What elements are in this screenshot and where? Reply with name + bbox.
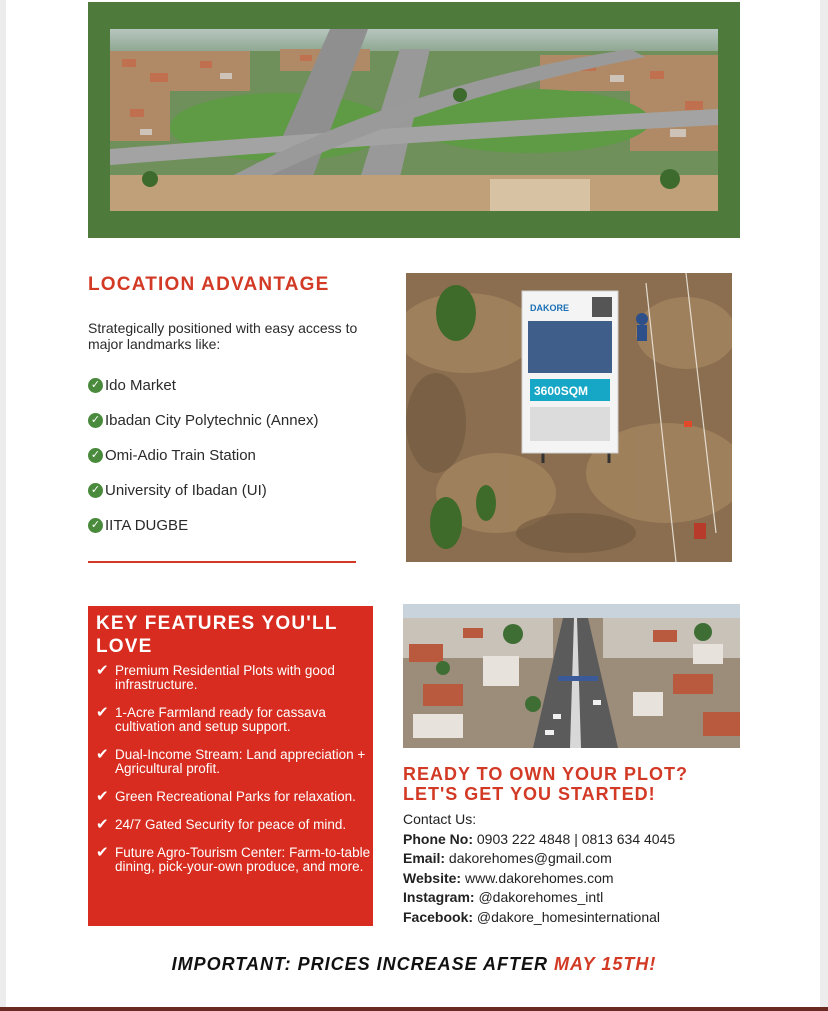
feature-text: 1-Acre Farmland ready for cassava cultivation and setup support. bbox=[115, 705, 326, 734]
feature-item bbox=[96, 664, 373, 692]
page-frame-left bbox=[0, 0, 6, 1011]
contact-phone-row bbox=[403, 830, 675, 850]
feature-text: Future Agro-Tourism Center: Farm-to-table dining, pick-your-own produce, and more. bbox=[115, 845, 371, 874]
check-icon: ✔ bbox=[96, 746, 109, 763]
important-notice bbox=[0, 954, 828, 975]
contact-heading: Contact Us: bbox=[403, 811, 477, 827]
page-frame-right bbox=[820, 0, 828, 1011]
email-label: Email: bbox=[403, 850, 446, 867]
website-value[interactable]: www.dakorehomes.com bbox=[464, 869, 614, 886]
aerial-interchange-photo bbox=[110, 29, 718, 211]
landmark-list bbox=[88, 368, 318, 543]
check-circle-icon: ✓ bbox=[88, 413, 103, 428]
feature-text: Premium Residential Plots with good infrastructure. bbox=[115, 663, 335, 692]
check-circle-icon: ✓ bbox=[88, 483, 103, 498]
feature-text: Green Recreational Parks for relaxation. bbox=[115, 789, 356, 804]
feature-item bbox=[96, 790, 373, 804]
instagram-label: Instagram: bbox=[403, 889, 475, 906]
check-icon: ✔ bbox=[96, 704, 109, 721]
cta-heading bbox=[403, 764, 688, 804]
location-intro: Strategically positioned with easy access to major landmarks like: bbox=[88, 320, 358, 352]
check-icon: ✔ bbox=[96, 662, 109, 679]
landmark-label: IITA DUGBE bbox=[105, 517, 189, 534]
check-circle-icon: ✓ bbox=[88, 378, 103, 393]
facebook-value[interactable]: @dakore_homesinternational bbox=[476, 908, 661, 925]
location-title: LOCATION ADVANTAGE bbox=[88, 274, 330, 295]
contact-website-row bbox=[403, 869, 675, 889]
check-icon: ✔ bbox=[96, 788, 109, 805]
billboard-size-text: 3600SQM bbox=[534, 384, 589, 398]
key-features-panel bbox=[88, 606, 373, 926]
feature-text: 24/7 Gated Security for peace of mind. bbox=[115, 817, 347, 832]
feature-text: Dual-Income Stream: Land appreciation + Agricultural profit. bbox=[115, 747, 366, 776]
feature-item bbox=[96, 748, 373, 776]
landmark-label: Omi-Adio Train Station bbox=[105, 447, 256, 464]
contact-email-row bbox=[403, 849, 675, 869]
landmark-label: Ido Market bbox=[105, 377, 176, 394]
contact-block bbox=[403, 810, 675, 928]
town-street-photo bbox=[403, 604, 740, 748]
important-deadline: MAY 15TH! bbox=[554, 954, 657, 974]
website-label: Website: bbox=[403, 869, 462, 886]
landmark-label: Ibadan City Polytechnic (Annex) bbox=[105, 412, 319, 429]
landmark-item bbox=[88, 403, 318, 438]
landmark-item bbox=[88, 438, 318, 473]
contact-facebook-row bbox=[403, 908, 675, 928]
landmark-item bbox=[88, 473, 318, 508]
check-icon: ✔ bbox=[96, 816, 109, 833]
check-circle-icon: ✓ bbox=[88, 518, 103, 533]
contact-instagram-row bbox=[403, 888, 675, 908]
site-billboard-photo bbox=[406, 273, 732, 562]
cta-line-2: LET'S GET YOU STARTED! bbox=[403, 784, 656, 804]
features-title: KEY FEATURES YOU'LL LOVE bbox=[96, 613, 338, 657]
feature-item bbox=[96, 818, 373, 832]
facebook-label: Facebook: bbox=[403, 908, 474, 925]
feature-item bbox=[96, 846, 373, 874]
feature-item bbox=[96, 706, 373, 734]
section-divider bbox=[88, 561, 356, 563]
cta-line-1: READY TO OWN YOUR PLOT? bbox=[403, 764, 689, 784]
email-value[interactable]: dakorehomes@gmail.com bbox=[448, 850, 612, 867]
hero-image-frame bbox=[88, 2, 740, 238]
instagram-value[interactable]: @dakorehomes_intl bbox=[478, 889, 604, 906]
billboard-brand-text: DAKORE bbox=[530, 303, 570, 313]
landmark-label: University of Ibadan (UI) bbox=[105, 482, 267, 499]
features-list bbox=[96, 664, 373, 874]
page-frame-bottom bbox=[0, 1007, 828, 1011]
phone-value[interactable]: 0903 222 4848 | 0813 634 4045 bbox=[476, 830, 676, 847]
landmark-item bbox=[88, 508, 318, 543]
important-prefix: IMPORTANT: PRICES INCREASE AFTER bbox=[171, 954, 548, 974]
check-icon: ✔ bbox=[96, 844, 109, 861]
phone-label: Phone No: bbox=[403, 830, 473, 847]
check-circle-icon: ✓ bbox=[88, 448, 103, 463]
landmark-item bbox=[88, 368, 318, 403]
